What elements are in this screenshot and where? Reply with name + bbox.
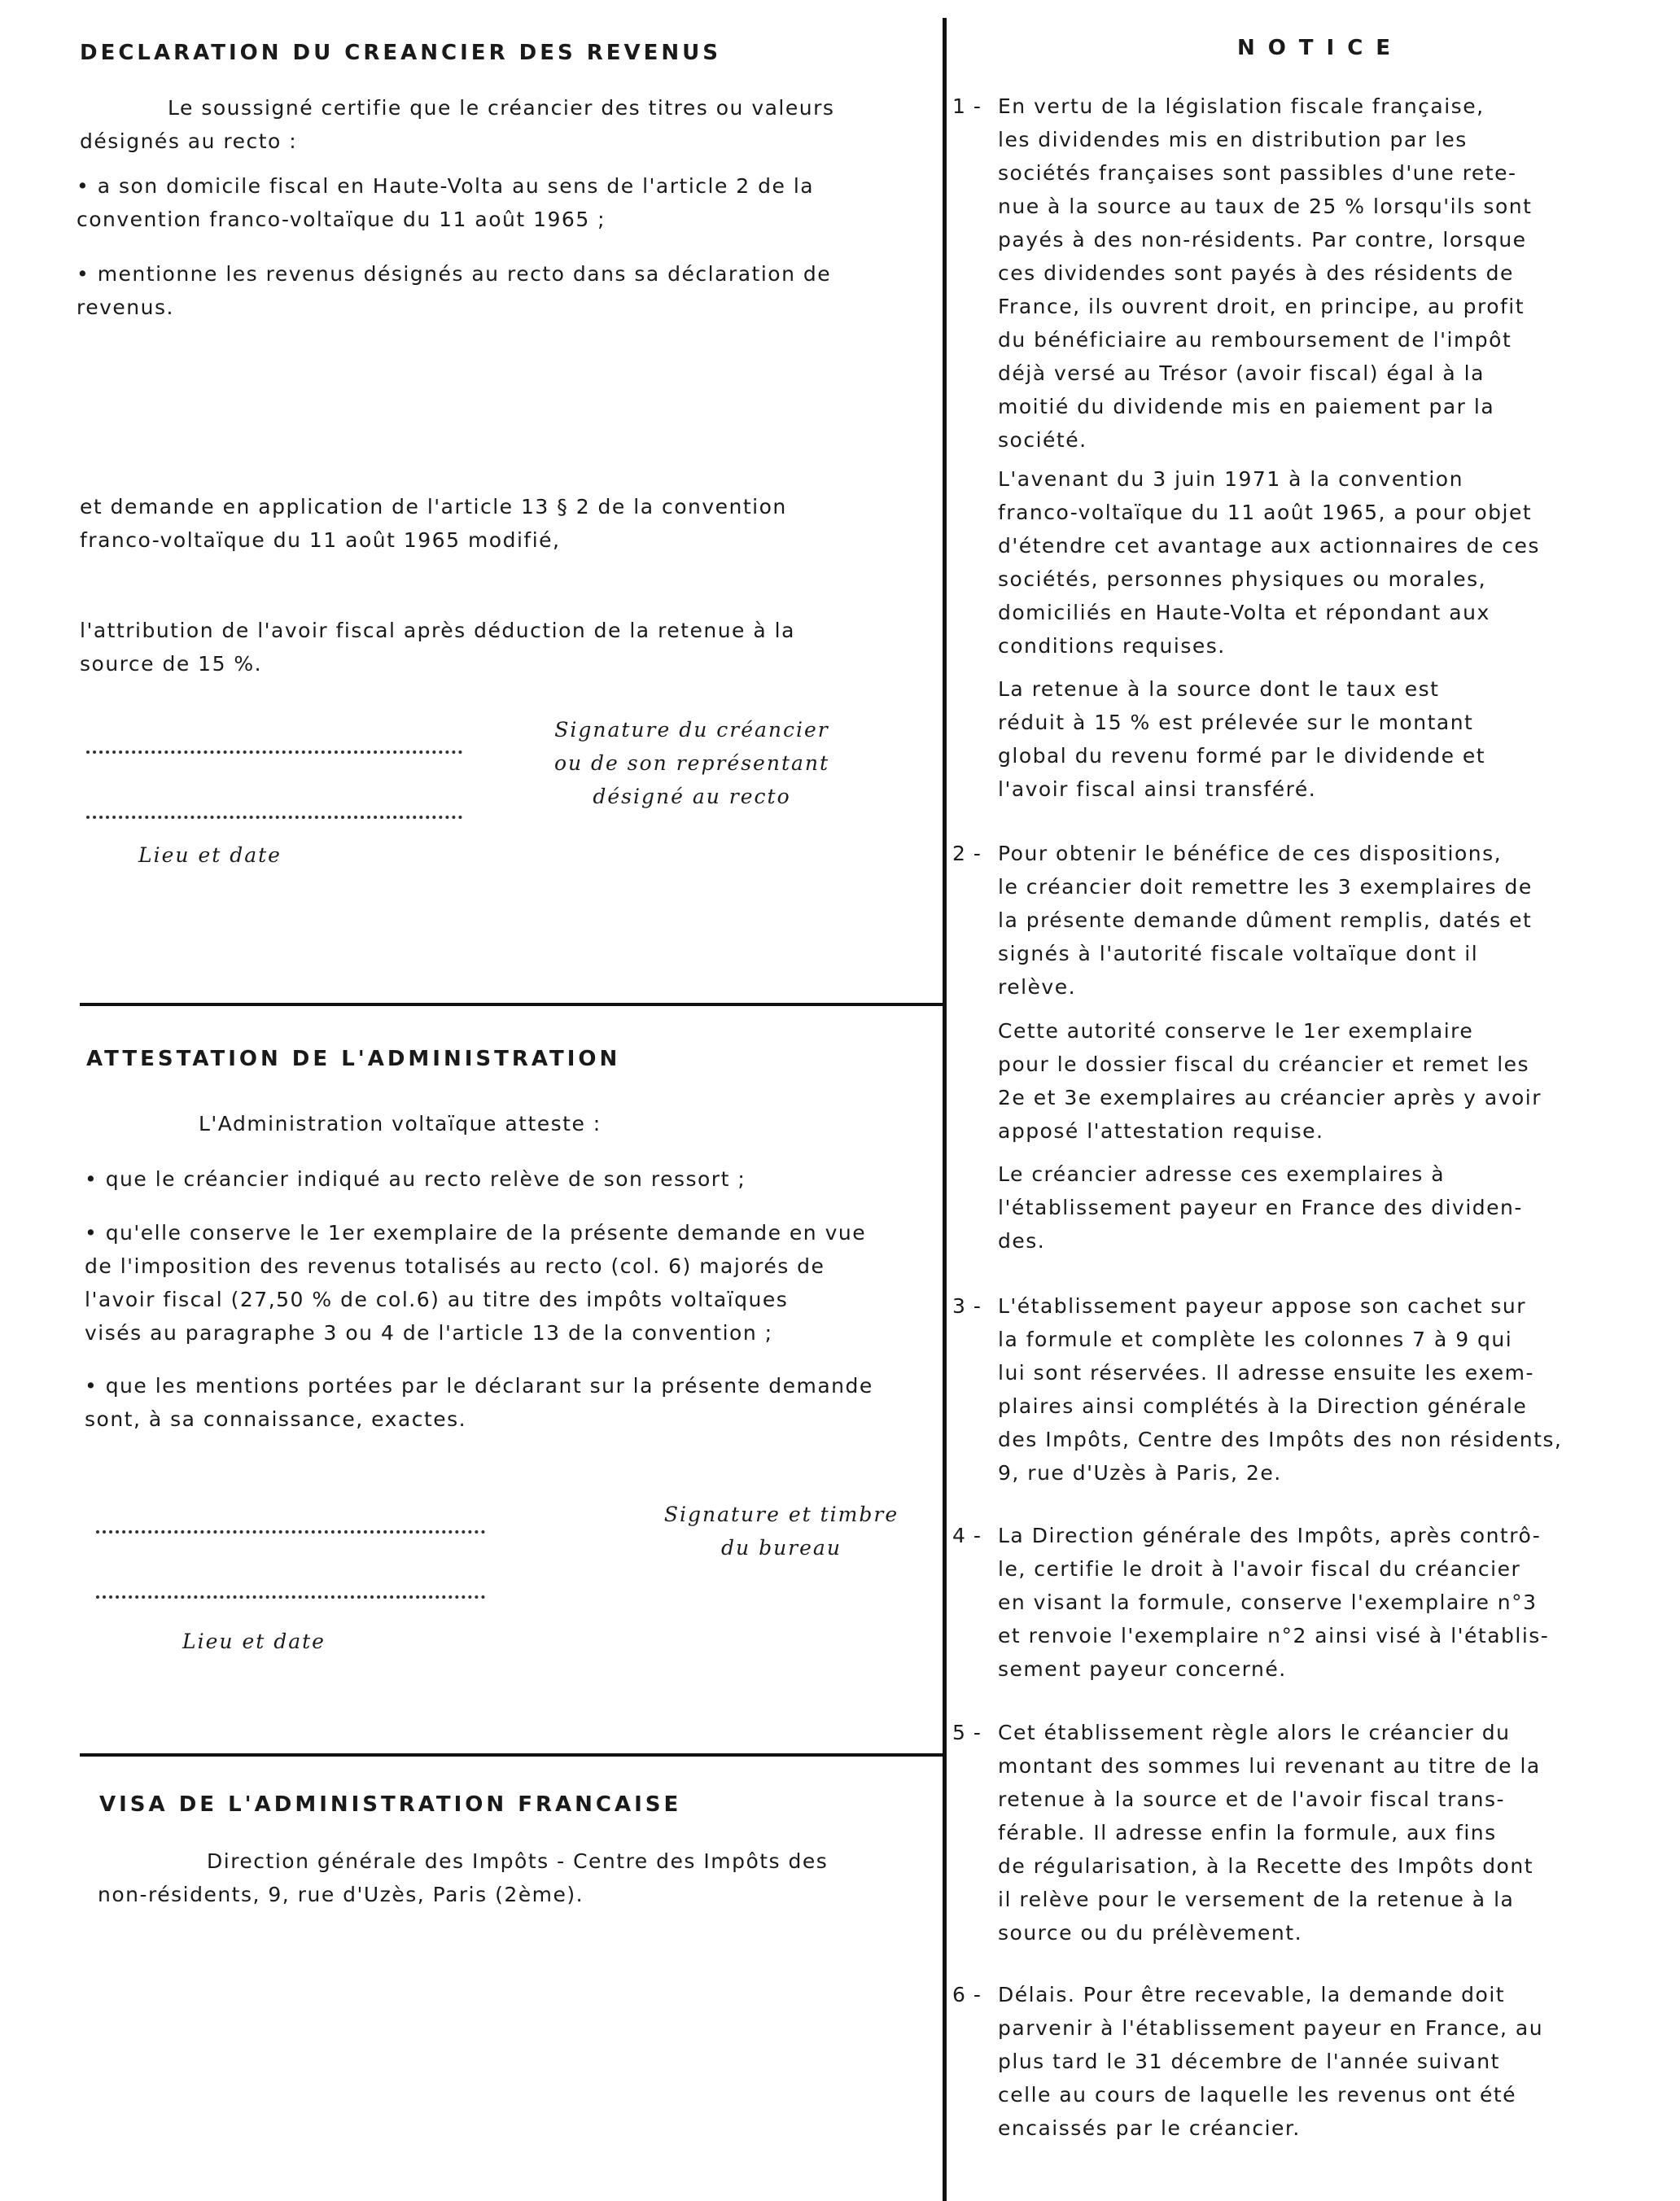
attestation-place-date-caption: Lieu et date <box>182 1630 326 1653</box>
section-divider-1 <box>80 1003 944 1006</box>
notice-item-number: 2 - <box>952 842 982 865</box>
place-date-line <box>86 816 462 819</box>
notice-item-text: L'établissement payeur appose son cachet sur la formule et complète les colonnes 7 à 9 qui lui sont réservées. Il adresse ensuite les exem- plaires ainsi complétés à la Direction générale des Impôts, Centre des Impôts des non résidents, 9, rue d'Uzès à Paris, 2e. <box>998 1294 1563 1485</box>
notice-item-text: La retenue à la source dont le taux est réduit à 15 % est prélevée sur le montant global du revenu formé par le dividende et l'avoir fiscal ainsi transféré. <box>998 677 1486 801</box>
attestation-bullet-ressort: • que le créancier indiqué au recto relève de son ressort ; <box>85 1167 746 1191</box>
visa-text: Direction générale des Impôts - Centre des Impôts des non-résidents, 9, rue d'Uzès, Paris (2ème). <box>98 1849 829 1906</box>
notice-item-number: 3 - <box>952 1294 982 1318</box>
declaration-bullet-revenus: • mentionne les revenus désignés au recto dans sa déclaration de revenus. <box>77 262 832 319</box>
declaration-title: DECLARATION DU CREANCIER DES REVENUS <box>80 41 722 65</box>
attestation-title: ATTESTATION DE L'ADMINISTRATION <box>86 1047 621 1071</box>
attestation-bullet-mentions: • que les mentions portées par le déclarant sur la présente demande sont, à sa connaissance, exactes. <box>85 1374 873 1431</box>
declaration-signature-caption: Signature du créancier ou de son représentant désigné au recto <box>553 718 830 808</box>
notice-item-text: La Direction générale des Impôts, après contrô- le, certifie le droit à l'avoir fiscal du créancier en visant la formule, conserve l'exemplaire n°3 et renvoie l'exemplaire n°2 ainsi visé à l'établis- sement payeur concerné. <box>998 1524 1550 1681</box>
declaration-intro: Le soussigné certifie que le créancier des titres ou valeurs désignés au recto : <box>80 96 835 153</box>
attestation-signature-line <box>96 1530 485 1534</box>
notice-item-number: 4 - <box>952 1524 982 1547</box>
declaration-attribution: l'attribution de l'avoir fiscal après déduction de la retenue à la source de 15 %. <box>80 619 795 676</box>
notice-title: NOTICE <box>1236 36 1404 60</box>
declaration-bullet-domicile: • a son domicile fiscal en Haute-Volta au sens de l'article 2 de la convention franco-voltaïque du 11 août 1965 ; <box>77 174 815 231</box>
notice-item-text: Le créancier adresse ces exemplaires à l'établissement payeur en France des dividen- des. <box>998 1162 1523 1253</box>
visa-title: VISA DE L'ADMINISTRATION FRANCAISE <box>99 1792 682 1817</box>
notice-item-number: 5 - <box>952 1721 982 1744</box>
notice-item-number: 1 - <box>952 94 982 118</box>
notice-item-text: Pour obtenir le bénéfice de ces dispositions, le créancier doit remettre les 3 exemplaires de la présente demande dûment remplis, datés et signés à l'autorité fiscale voltaïque dont il relève. <box>998 842 1533 999</box>
notice-item-text: Cette autorité conserve le 1er exemplaire pour le dossier fiscal du créancier et remet les 2e et 3e exemplaires au créancier après y avoir apposé l'attestation requise. <box>998 1019 1542 1143</box>
signature-line <box>86 750 462 754</box>
attestation-place-date-line <box>96 1595 485 1599</box>
declaration-request: et demande en application de l'article 13 § 2 de la convention franco-voltaïque du 11 août 1965 modifié, <box>80 495 787 552</box>
notice-item-text: En vertu de la législation fiscale française, les dividendes mis en distribution par les sociétés françaises sont passibles d'une rete- nue à la source au taux de 25 % lorsqu'ils sont payés à des non-résidents. Par contre, lorsque ces dividendes sont payés à des résidents de France, ils ouvrent droit, en principe, au profit du bénéficiaire au remboursement de l'impôt déjà versé au Trésor (avoir fiscal) égal à la moitié du dividende mis en paiement par la société. <box>998 94 1533 452</box>
attestation-signature-caption: Signature et timbre du bureau <box>663 1503 899 1560</box>
notice-item-text: Cet établissement règle alors le créancier du montant des sommes lui revenant au titre de la retenue à la source et de l'avoir fiscal trans- férable. Il adresse enfin la formule, aux fins de régularisation, à la Recette des Impôts dont il relève pour le versement de la retenue à la source ou du prélèvement. <box>998 1721 1541 1945</box>
column-divider <box>943 18 947 2201</box>
attestation-intro: L'Administration voltaïque atteste : <box>199 1112 602 1136</box>
attestation-bullet-conserve: • qu'elle conserve le 1er exemplaire de la présente demande en vue de l'imposition des revenus totalisés au recto (col. 6) majorés de l'avoir fiscal (27,50 % de col.6) au titre des impôts voltaïques visés au paragraphe 3 ou 4 de l'article 13 de la convention ; <box>85 1221 867 1345</box>
notice-item-text: L'avenant du 3 juin 1971 à la convention franco-voltaïque du 11 août 1965, a pour objet d'étendre cet avantage aux actionnaires de ces sociétés, personnes physiques ou morales, domiciliés en Haute-Volta et répondant aux conditions requises. <box>998 467 1540 658</box>
declaration-place-date-caption: Lieu et date <box>138 843 282 867</box>
section-divider-2 <box>80 1753 944 1757</box>
notice-item-number: 6 - <box>952 1983 982 2006</box>
notice-item-text: Délais. Pour être recevable, la demande doit parvenir à l'établissement payeur en France, au plus tard le 31 décembre de l'année suivant celle au cours de laquelle les revenus ont été encaissés par le créancier. <box>998 1983 1544 2140</box>
